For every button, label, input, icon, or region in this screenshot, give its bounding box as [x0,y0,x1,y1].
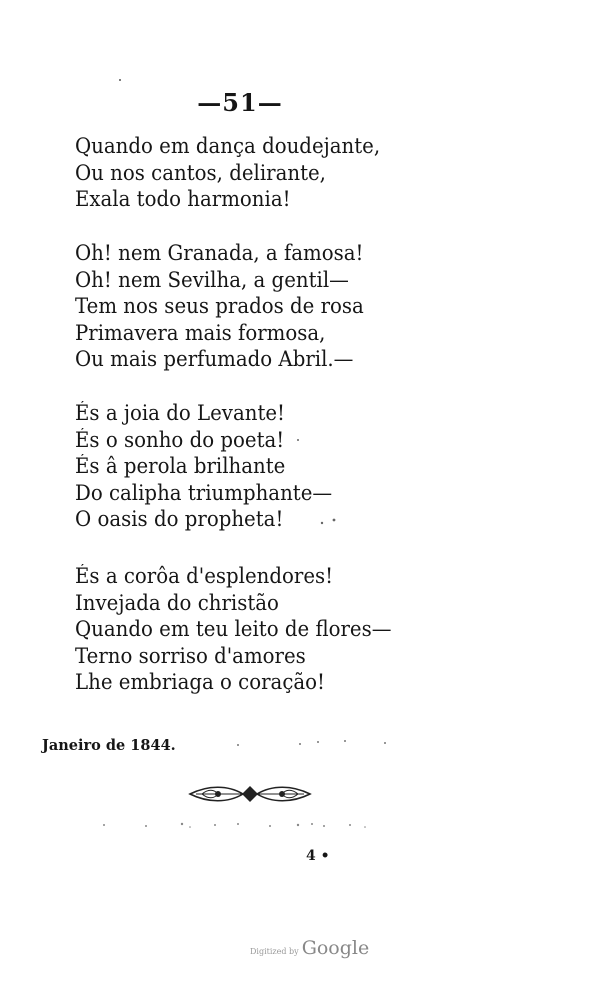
poem-line: Ou mais perfumado Abril.— [75,347,354,371]
poem-line: És a joia do Levante! [75,401,286,425]
poem-line: Quando em teu leito de flores— [75,617,392,641]
poem-line: Ou nos cantos, delirante, [75,160,326,185]
poem-line: Oh! nem Granada, a famosa! [75,241,364,265]
poem-line: Quando em dança doudejante, [75,134,381,158]
poem-line: Terno sorriso d'amores [75,643,306,668]
poem-line: Exala todo harmonia! [75,187,291,211]
watermark-prefix: Digitized by [250,947,299,956]
watermark-brand: Google [301,937,370,959]
poem-line: Tem nos seus prados de rosa [75,294,364,318]
poem-line: És a corôa d'esplendores! [75,564,334,588]
page-number: —51— [197,88,283,117]
digitization-watermark [250,937,369,959]
poem-date: Janeiro de 1844. [42,737,176,754]
poem-line: O oasis do propheta! [75,507,284,531]
poem-line: Do calipha triumphante— [75,480,333,505]
signature-mark: 4 • [306,848,330,864]
poem-line: Lhe embriaga o coração! [75,670,325,694]
poem-line: Oh! nem Sevilha, a gentil— [75,267,349,292]
poem-line: És o sonho do poeta! [75,427,285,452]
poem-line: És â perola brilhante [75,454,286,478]
poem-line: Invejada do christão [75,590,279,615]
poem-line: Primavera mais formosa, [75,320,326,345]
